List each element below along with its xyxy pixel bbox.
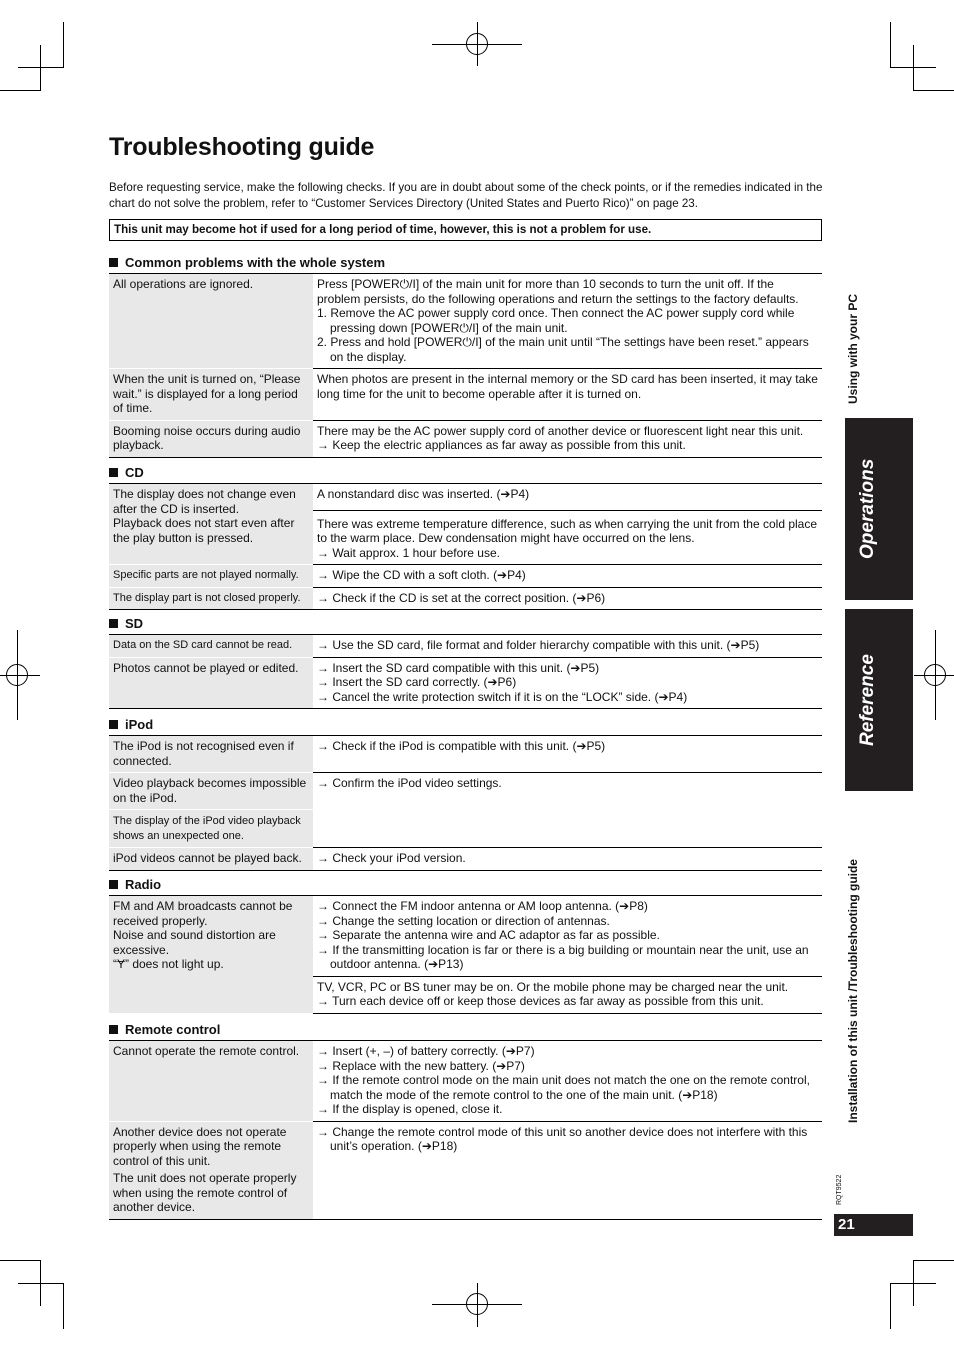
crop-mark <box>913 1260 954 1261</box>
sidebar-label-installation: Installation of this unit /Troubleshooting guide <box>846 859 860 1123</box>
remedy-cell: → Insert (+, –) of battery correctly. (➔P7) → Replace with the new battery. (➔P7) → If the remote control mode on the main unit does not match the one on the remote control, match the mode of the remote control to the one of the main unit. (➔P18) → If the display is opened, close it. <box>313 1041 822 1122</box>
sidebar-tab-label: Operations <box>857 458 878 559</box>
registration-mark <box>466 33 488 55</box>
crop-mark <box>890 22 891 68</box>
remedy-cell: → Change the remote control mode of this unit so another device does not interfere with this unit’s operation. (➔P18) <box>313 1121 822 1219</box>
problem-cell: When the unit is turned on, “Please wait.” is displayed for a long period of time. <box>109 369 313 421</box>
section-heading: CD <box>109 462 822 483</box>
section-radio <box>109 874 822 1014</box>
problem-table <box>109 634 822 709</box>
crop-mark <box>63 1283 64 1329</box>
remedy-cell: → Check if the iPod is compatible with this unit. (➔P5) <box>313 736 822 773</box>
remedy-cell: → Check your iPod version. <box>313 848 822 871</box>
section-ipod <box>109 714 822 871</box>
problem-cell: The iPod is not recognised even if connected. <box>109 736 313 773</box>
section-heading: iPod <box>109 714 822 735</box>
square-bullet-icon <box>109 258 118 267</box>
problem-cell: iPod videos cannot be played back. <box>109 848 313 871</box>
section-cd <box>109 462 822 610</box>
table-row <box>109 587 822 610</box>
problem-cell: Data on the SD card cannot be read. <box>109 635 313 658</box>
remedy-cell: A nonstandard disc was inserted. (➔P4) <box>313 484 822 511</box>
heat-notice: This unit may become hot if used for a long period of time, however, this is not a problem for use. <box>109 219 822 241</box>
table-row <box>109 274 822 369</box>
sidebar-label-using-pc: Using with your PC <box>846 293 860 404</box>
table-row <box>109 484 822 511</box>
table-row <box>109 848 822 871</box>
square-bullet-icon <box>109 720 118 729</box>
section-common <box>109 252 822 458</box>
remedy-cell: → Insert the SD card compatible with this unit. (➔P5) → Insert the SD card correctly. (➔P6) → Cancel the write protection switch if it is on the “LOCK” side. (➔P4) <box>313 657 822 709</box>
square-bullet-icon <box>109 468 118 477</box>
crop-mark <box>890 1283 891 1329</box>
problem-table <box>109 895 822 1014</box>
remedy-cell: → Connect the FM indoor antenna or AM loop antenna. (➔P8) → Change the setting location or direction of antennas. → Separate the antenna wire and AC adaptor as far as possible. → If the transmitting location is far or there is a big building or mountain near the unit, use an outdoor antenna. (➔P13) <box>313 896 822 977</box>
remedy-cell: Press [POWER⏻/I] of the main unit for more than 10 seconds to turn the unit off. If the problem persists, do the following operations and return the settings to the factory defaults. 1. Remove the AC power supply cord once. Then connect the AC power supply cord while pressing down [POWER⏻/I] of the main unit. 2. Press and hold [POWER⏻/I] of the main unit until “The settings have been reset.” appears on the display. <box>313 274 822 369</box>
registration-mark <box>924 664 946 686</box>
table-row <box>109 565 822 588</box>
registration-mark <box>6 664 28 686</box>
table-row <box>109 773 822 848</box>
page-number: 21 <box>834 1214 913 1236</box>
remedy-cell: There may be the AC power supply cord of another device or fluorescent light near this unit. → Keep the electric appliances as far away as possible from this unit. <box>313 420 822 457</box>
section-heading: Common problems with the whole system <box>109 252 822 273</box>
table-row <box>109 369 822 421</box>
section-heading: SD <box>109 613 822 634</box>
table-row <box>109 657 822 709</box>
crop-mark <box>913 1260 914 1306</box>
crop-mark <box>0 90 41 91</box>
sidebar-tab-reference <box>845 609 913 791</box>
problem-table <box>109 735 822 871</box>
section-heading: Remote control <box>109 1019 822 1040</box>
crop-mark <box>913 45 914 91</box>
crop-mark <box>18 67 64 68</box>
sidebar-tab-label: Reference <box>857 654 878 746</box>
problem-cell: The display does not change even after the CD is inserted. Playback does not start even after the play button is pressed. <box>109 484 313 565</box>
remedy-cell: → Check if the CD is set at the correct position. (➔P6) <box>313 587 822 610</box>
problem-cell: Specific parts are not played normally. <box>109 565 313 588</box>
problem-table <box>109 483 822 610</box>
intro-paragraph: Before requesting service, make the following checks. If you are in doubt about some of the check points, or if the remedies indicated in the chart do not solve the problem, refer to “Customer Services Directory (United States and Puerto Rico)” on page 23. <box>109 181 823 210</box>
remedy-cell: → Use the SD card, file format and folder hierarchy compatible with this unit. (➔P5) <box>313 635 822 658</box>
table-row <box>109 1121 822 1219</box>
registration-mark <box>466 1293 488 1315</box>
crop-mark <box>63 22 64 68</box>
section-heading: Radio <box>109 874 822 895</box>
remedy-cell: TV, VCR, PC or BS tuner may be on. Or the mobile phone may be charged near the unit. → Turn each device off or keep those devices as far away as possible from this unit. <box>313 976 822 1013</box>
square-bullet-icon <box>109 880 118 889</box>
problem-cell: FM and AM broadcasts cannot be received properly. Noise and sound distortion are excessive. “Ɏ” does not light up. <box>109 896 313 1014</box>
crop-mark <box>40 45 41 91</box>
crop-mark <box>913 90 954 91</box>
crop-mark <box>18 1283 64 1284</box>
remedy-cell: When photos are present in the internal memory or the SD card has been inserted, it may take long time for the unit to become operable after it is turned on. <box>313 369 822 421</box>
crop-mark <box>40 1260 41 1306</box>
table-row <box>109 1041 822 1122</box>
remedy-cell: → Wipe the CD with a soft cloth. (➔P4) <box>313 565 822 588</box>
sidebar-tab-operations <box>845 418 913 600</box>
problem-cell: Video playback becomes impossible on the iPod. The display of the iPod video playback shows an unexpected one. <box>109 773 313 848</box>
problem-cell: Booming noise occurs during audio playback. <box>109 420 313 457</box>
section-sd <box>109 613 822 709</box>
problem-table <box>109 1040 822 1220</box>
problem-cell: The display part is not closed properly. <box>109 587 313 610</box>
remedy-cell: There was extreme temperature difference, such as when carrying the unit from the cold place to the warm place. Dew condensation might have occurred on the lens. → Wait approx. 1 hour before use. <box>313 510 822 565</box>
crop-mark <box>0 1260 41 1261</box>
table-row <box>109 896 822 977</box>
square-bullet-icon <box>109 1025 118 1034</box>
problem-cell: All operations are ignored. <box>109 274 313 369</box>
table-row <box>109 736 822 773</box>
problem-cell: Photos cannot be played or edited. <box>109 657 313 709</box>
remedy-cell: → Confirm the iPod video settings. <box>313 773 822 848</box>
model-code: RQT9522 <box>836 1174 843 1205</box>
problem-table <box>109 273 822 458</box>
table-row <box>109 635 822 658</box>
section-remote <box>109 1019 822 1220</box>
table-row <box>109 420 822 457</box>
problem-cell: Another device does not operate properly when using the remote control of this unit. The unit does not operate properly when using the remote control of another device. <box>109 1121 313 1219</box>
page-title: Troubleshooting guide <box>109 133 375 161</box>
square-bullet-icon <box>109 619 118 628</box>
problem-cell: Cannot operate the remote control. <box>109 1041 313 1122</box>
